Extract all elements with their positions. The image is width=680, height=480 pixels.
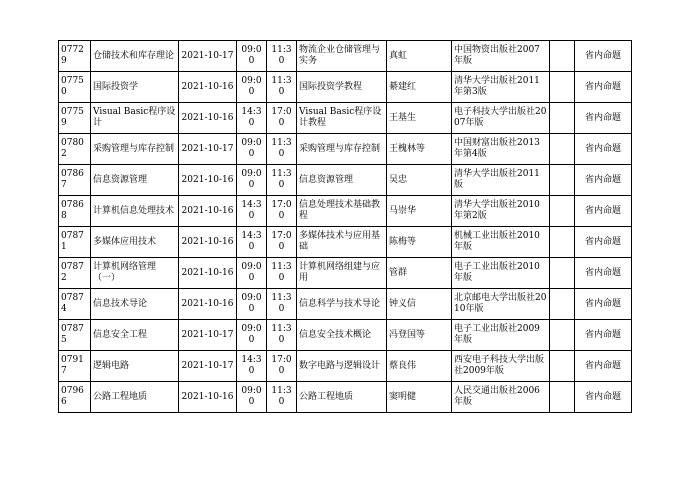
blank-cell — [550, 41, 575, 72]
textbook-cell: 信息处理技术基础教程 — [297, 196, 387, 227]
blank-cell — [550, 134, 575, 165]
table-row — [59, 41, 632, 72]
author-cell: 冯登国等 — [387, 320, 452, 351]
start-time-cell: 14:30 — [237, 351, 267, 382]
course-name-cell: 计算机信息处理技术 — [91, 196, 179, 227]
course-code-cell: 07917 — [59, 351, 91, 382]
start-time-cell: 09:00 — [237, 258, 267, 289]
table-row — [59, 382, 632, 413]
publisher-cell: 电子科技大学出版社2007年版 — [452, 103, 550, 134]
table-row — [59, 103, 632, 134]
end-time-cell: 11:30 — [267, 289, 297, 320]
start-time-cell: 14:30 — [237, 103, 267, 134]
author-cell: 陈梅等 — [387, 227, 452, 258]
exam-date-cell: 2021-10-17 — [179, 320, 237, 351]
end-time-cell: 11:30 — [267, 134, 297, 165]
course-code-cell: 07802 — [59, 134, 91, 165]
textbook-cell: 数字电路与逻辑设计 — [297, 351, 387, 382]
exam-type-cell: 省内命题 — [575, 351, 632, 382]
table-row — [59, 227, 632, 258]
table-body — [59, 41, 632, 413]
exam-date-cell: 2021-10-16 — [179, 72, 237, 103]
exam-date-cell: 2021-10-16 — [179, 196, 237, 227]
start-time-cell: 09:00 — [237, 320, 267, 351]
author-cell: 窦明健 — [387, 382, 452, 413]
exam-type-cell: 省内命题 — [575, 134, 632, 165]
publisher-cell: 电子工业出版社2010年版 — [452, 258, 550, 289]
author-cell: 真虹 — [387, 41, 452, 72]
exam-date-cell: 2021-10-17 — [179, 134, 237, 165]
exam-date-cell: 2021-10-16 — [179, 258, 237, 289]
start-time-cell: 14:30 — [237, 196, 267, 227]
end-time-cell: 11:30 — [267, 165, 297, 196]
publisher-cell: 人民交通出版社2006年版 — [452, 382, 550, 413]
exam-type-cell: 省内命题 — [575, 41, 632, 72]
author-cell: 蔡良伟 — [387, 351, 452, 382]
table-row — [59, 134, 632, 165]
blank-cell — [550, 320, 575, 351]
course-name-cell: 信息技术导论 — [91, 289, 179, 320]
course-code-cell: 07868 — [59, 196, 91, 227]
blank-cell — [550, 289, 575, 320]
blank-cell — [550, 351, 575, 382]
exam-type-cell: 省内命题 — [575, 258, 632, 289]
course-code-cell: 07867 — [59, 165, 91, 196]
table-row — [59, 72, 632, 103]
author-cell: 吴忠 — [387, 165, 452, 196]
end-time-cell: 11:30 — [267, 382, 297, 413]
table-row — [59, 196, 632, 227]
blank-cell — [550, 382, 575, 413]
textbook-cell: 计算机网络组建与应用 — [297, 258, 387, 289]
textbook-cell: 物流企业仓储管理与实务 — [297, 41, 387, 72]
end-time-cell: 17:00 — [267, 196, 297, 227]
exam-schedule-table — [58, 40, 632, 413]
textbook-cell: 多媒体技术与应用基础 — [297, 227, 387, 258]
publisher-cell: 北京邮电大学出版社2010年版 — [452, 289, 550, 320]
blank-cell — [550, 196, 575, 227]
exam-type-cell: 省内命题 — [575, 382, 632, 413]
course-name-cell: 国际投资学 — [91, 72, 179, 103]
exam-type-cell: 省内命题 — [575, 227, 632, 258]
publisher-cell: 清华大学出版社2011版 — [452, 165, 550, 196]
exam-type-cell: 省内命题 — [575, 103, 632, 134]
course-code-cell: 07872 — [59, 258, 91, 289]
table-row — [59, 351, 632, 382]
course-code-cell: 07966 — [59, 382, 91, 413]
course-name-cell: 逻辑电路 — [91, 351, 179, 382]
start-time-cell: 09:00 — [237, 134, 267, 165]
textbook-cell: 采购管理与库存控制 — [297, 134, 387, 165]
textbook-cell: 信息科学与技术导论 — [297, 289, 387, 320]
start-time-cell: 14:30 — [237, 227, 267, 258]
blank-cell — [550, 165, 575, 196]
exam-date-cell: 2021-10-16 — [179, 103, 237, 134]
course-name-cell: Visual Basic程序设计 — [91, 103, 179, 134]
exam-type-cell: 省内命题 — [575, 320, 632, 351]
textbook-cell: 信息安全技术概论 — [297, 320, 387, 351]
exam-date-cell: 2021-10-17 — [179, 351, 237, 382]
end-time-cell: 17:00 — [267, 103, 297, 134]
publisher-cell: 电子工业出版社2009年版 — [452, 320, 550, 351]
exam-type-cell: 省内命题 — [575, 165, 632, 196]
author-cell: 王基生 — [387, 103, 452, 134]
course-name-cell: 仓储技术和库存理论 — [91, 41, 179, 72]
end-time-cell: 11:30 — [267, 72, 297, 103]
publisher-cell: 西安电子科技大学出版社2009年版 — [452, 351, 550, 382]
course-name-cell: 采购管理与库存控制 — [91, 134, 179, 165]
end-time-cell: 17:00 — [267, 227, 297, 258]
author-cell: 綦建红 — [387, 72, 452, 103]
start-time-cell: 09:00 — [237, 382, 267, 413]
course-name-cell: 计算机网络管理（一） — [91, 258, 179, 289]
author-cell: 钟义信 — [387, 289, 452, 320]
start-time-cell: 09:00 — [237, 41, 267, 72]
exam-date-cell: 2021-10-17 — [179, 41, 237, 72]
exam-type-cell: 省内命题 — [575, 289, 632, 320]
textbook-cell: Visual Basic程序设计教程 — [297, 103, 387, 134]
table-row — [59, 258, 632, 289]
start-time-cell: 09:00 — [237, 165, 267, 196]
textbook-cell: 信息资源管理 — [297, 165, 387, 196]
blank-cell — [550, 227, 575, 258]
publisher-cell: 机械工业出版社2010年版 — [452, 227, 550, 258]
table-row — [59, 165, 632, 196]
course-code-cell: 07874 — [59, 289, 91, 320]
textbook-cell: 国际投资学教程 — [297, 72, 387, 103]
publisher-cell: 清华大学出版社2010年第2版 — [452, 196, 550, 227]
course-code-cell: 07875 — [59, 320, 91, 351]
end-time-cell: 11:30 — [267, 320, 297, 351]
start-time-cell: 09:00 — [237, 289, 267, 320]
course-name-cell: 信息资源管理 — [91, 165, 179, 196]
end-time-cell: 11:30 — [267, 41, 297, 72]
course-code-cell: 07871 — [59, 227, 91, 258]
publisher-cell: 中国财富出版社2013年第4版 — [452, 134, 550, 165]
publisher-cell: 中国物资出版社2007年版 — [452, 41, 550, 72]
exam-type-cell: 省内命题 — [575, 72, 632, 103]
table-row — [59, 320, 632, 351]
blank-cell — [550, 72, 575, 103]
author-cell: 管群 — [387, 258, 452, 289]
table-row — [59, 289, 632, 320]
exam-date-cell: 2021-10-16 — [179, 227, 237, 258]
exam-date-cell: 2021-10-16 — [179, 165, 237, 196]
course-name-cell: 多媒体应用技术 — [91, 227, 179, 258]
author-cell: 王槐林等 — [387, 134, 452, 165]
course-code-cell: 07729 — [59, 41, 91, 72]
end-time-cell: 17:00 — [267, 351, 297, 382]
exam-date-cell: 2021-10-16 — [179, 382, 237, 413]
publisher-cell: 清华大学出版社2011年第3版 — [452, 72, 550, 103]
end-time-cell: 11:30 — [267, 258, 297, 289]
exam-type-cell: 省内命题 — [575, 196, 632, 227]
course-code-cell: 07750 — [59, 72, 91, 103]
start-time-cell: 09:00 — [237, 72, 267, 103]
course-code-cell: 07759 — [59, 103, 91, 134]
textbook-cell: 公路工程地质 — [297, 382, 387, 413]
course-name-cell: 公路工程地质 — [91, 382, 179, 413]
blank-cell — [550, 258, 575, 289]
exam-date-cell: 2021-10-16 — [179, 289, 237, 320]
blank-cell — [550, 103, 575, 134]
course-name-cell: 信息安全工程 — [91, 320, 179, 351]
author-cell: 马崇华 — [387, 196, 452, 227]
